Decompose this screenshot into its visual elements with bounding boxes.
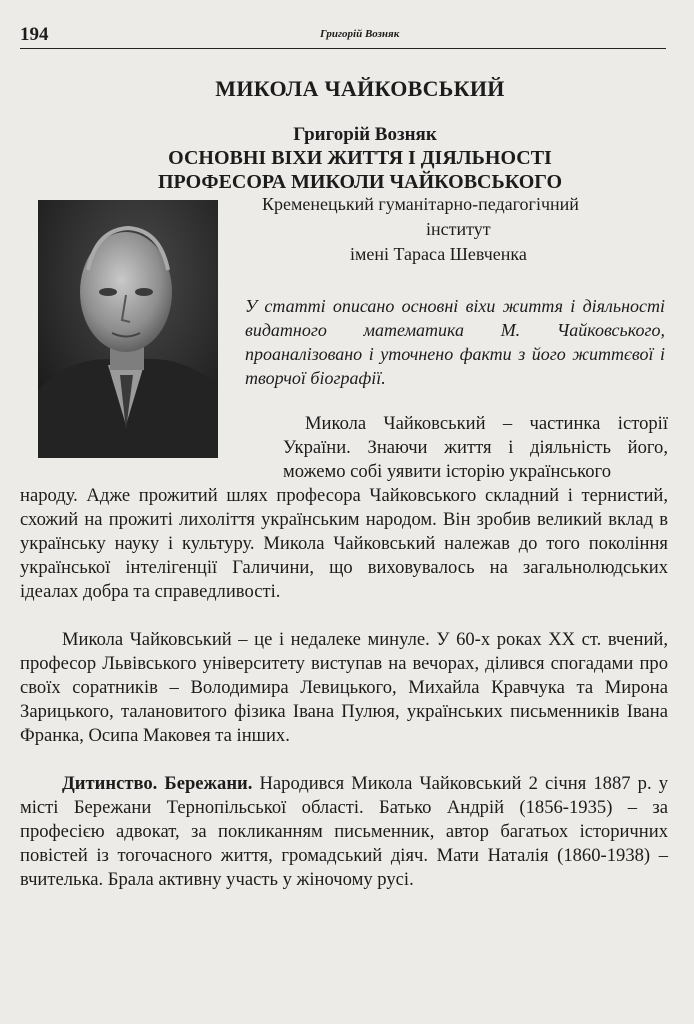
paragraph-1-opening: Микола Чайковський – частинка історії України. Знаючи життя і діяльність його, можемо собі уявити історію українського [283, 413, 668, 482]
institution-line-1: Кременецький гуманітарно-педагогічний [262, 194, 579, 214]
article-main-title: МИКОЛА ЧАЙКОВСЬКИЙ [215, 76, 505, 101]
article-author: Григорій Возняк [293, 124, 437, 145]
paragraph-3 [20, 772, 668, 892]
institution-line-2: інститут [426, 219, 491, 239]
article-title-line-1: ОСНОВНІ ВІХИ ЖИТТЯ І ДІЯЛЬНОСТІ [168, 147, 552, 169]
running-title: Григорій Возняк [320, 28, 400, 40]
article-title-line-2: ПРОФЕСОРА МИКОЛИ ЧАЙКОВСЬКОГО [157, 171, 563, 193]
article-abstract: У статті описано основні віхи життя і діяльності видатного математика М. Чайковського, проаналізовано і уточнено факти з його життєвої і творчої біографії. [245, 296, 665, 388]
paragraph-3-text: Народився Микола Чайковський 2 січня 1887 р. у місті Бережани Тернопільської області. Батько Андрій (1856-1935) – за професією адвокат, за покликанням письменник, автор багатьох історичних повістей із тогочасного життя, громадський діяч. Мати Наталія (1860-1938) – вчителька. Брала активну участь у жіночому русі. [20, 773, 668, 890]
paragraph-1-continuation: народу. Адже прожитий шлях професора Чайковського складний і тернистий, схожий на прожиті лихоліття українським народом. Він зробив великий вклад в українську науку і культуру. Микола Чайковський належав до того покоління української інтелігенції Галичини, що виховувалось на загальнолюдських ідеалах добра та справедливості. [20, 485, 668, 602]
page-header [20, 24, 666, 49]
paragraph-1 [20, 412, 668, 604]
institution-line-3: імені Тараса Шевченка [350, 244, 527, 264]
paragraph-2: Микола Чайковський – це і недалеке минуле. У 60-х роках XX ст. вчений, професор Львівського університету виступав на вечорах, ділився спогадами про своїх соратників – Володимира Левицького, Михайла Кравчука та Мирона Зарицького, талановитого фізика Івана Пулюя, українських письменників Івана Франка, Осипа Маковея та інших. [20, 629, 668, 746]
section-heading-childhood: Дитинство. Бережани. [62, 773, 253, 794]
page-number: 194 [20, 24, 49, 45]
